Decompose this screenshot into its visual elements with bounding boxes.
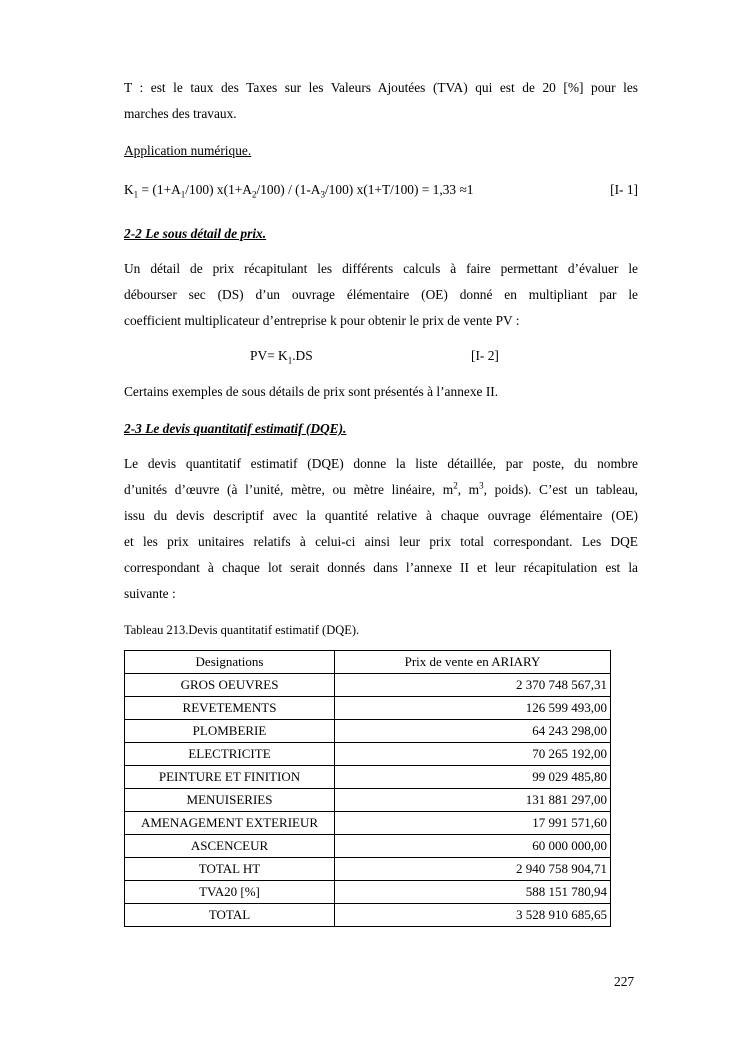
designation-cell: TVA20 [%] xyxy=(125,881,335,904)
section-2-3-line-1: Le devis quantitatif estimatif (DQE) donne la liste détaillée, par poste, du nombre xyxy=(124,456,638,471)
price-cell: 588 151 780,94 xyxy=(335,881,611,904)
price-cell: 17 991 571,60 xyxy=(335,812,611,835)
a3-subscript: 3 xyxy=(320,189,325,200)
price-cell: 2 370 748 567,31 xyxy=(335,674,611,697)
formula-k1-expression xyxy=(124,177,474,203)
m2-superscript: 2 xyxy=(453,480,458,491)
header-designations: Designations xyxy=(125,651,335,674)
designation-cell: GROS OEUVRES xyxy=(125,674,335,697)
table-row xyxy=(125,881,611,904)
table-row xyxy=(125,766,611,789)
section-2-3-line-4: et les prix unitaires relatifs à celui-ci ainsi leur prix total correspondant. Les DQE xyxy=(124,534,638,549)
application-heading: Application numérique. xyxy=(124,143,252,158)
table-row xyxy=(125,904,611,927)
page-number: 227 xyxy=(614,974,635,989)
formula-part-2: /100) x(1+A xyxy=(185,182,252,197)
pv-rhs: .DS xyxy=(292,348,313,363)
price-cell: 64 243 298,00 xyxy=(335,720,611,743)
table-row xyxy=(125,812,611,835)
formula-part-1: = (1+A xyxy=(138,182,181,197)
price-cell: 2 940 758 904,71 xyxy=(335,858,611,881)
formula-k1-reference: [I- 1] xyxy=(610,182,638,197)
m3-superscript: 3 xyxy=(479,480,484,491)
line-2-part-b: , m xyxy=(457,482,480,497)
table-row xyxy=(125,743,611,766)
pv-lhs: PV= K xyxy=(250,348,288,363)
price-cell: 126 599 493,00 xyxy=(335,697,611,720)
designation-cell: REVETEMENTS xyxy=(125,697,335,720)
formula-k1 xyxy=(124,177,638,203)
formula-part-4: /100) x(1+T/100) = 1,33 ≈1 xyxy=(324,182,474,197)
price-cell: 60 000 000,00 xyxy=(335,835,611,858)
price-cell: 99 029 485,80 xyxy=(335,766,611,789)
section-2-2-heading: 2-2 Le sous détail de prix. xyxy=(124,226,267,241)
section-2-3-heading: 2-3 Le devis quantitatif estimatif (DQE). xyxy=(124,421,347,436)
table-row xyxy=(125,835,611,858)
header-price: Prix de vente en ARIARY xyxy=(335,651,611,674)
a2-subscript: 2 xyxy=(251,189,257,200)
formula-pv xyxy=(250,343,550,369)
formula-pv-reference: [I- 2] xyxy=(471,348,499,363)
tva-paragraph-line-1: T : est le taux des Taxes sur les Valeurs Ajoutées (TVA) qui est de 20 [%] pour les xyxy=(124,80,638,95)
line-2-part-c: , poids). C’est un tableau, xyxy=(483,482,638,497)
price-cell: 131 881 297,00 xyxy=(335,789,611,812)
formula-part-3: /100) / (1-A xyxy=(256,182,321,197)
price-cell: 70 265 192,00 xyxy=(335,743,611,766)
section-2-3-line-3: issu du devis descriptif avec la quantité relative à chaque ouvrage élémentaire (OE) xyxy=(124,508,638,523)
section-2-2-line-3: coefficient multiplicateur d’entreprise k pour obtenir le prix de vente PV : xyxy=(124,313,520,328)
designation-cell: TOTAL HT xyxy=(125,858,335,881)
designation-cell: AMENAGEMENT EXTERIEUR xyxy=(125,812,335,835)
table-row xyxy=(125,789,611,812)
designation-cell: PEINTURE ET FINITION xyxy=(125,766,335,789)
table-row xyxy=(125,858,611,881)
section-2-3-line-6: suivante : xyxy=(124,586,176,601)
designation-cell: TOTAL xyxy=(125,904,335,927)
line-2-part-a: d’unités d’œuvre (à l’unité, mètre, ou mètre linéaire, m xyxy=(124,482,454,497)
table-row xyxy=(125,697,611,720)
a1-subscript: 1 xyxy=(180,189,186,200)
designation-cell: MENUISERIES xyxy=(125,789,335,812)
price-cell: 3 528 910 685,65 xyxy=(335,904,611,927)
annex-note: Certains exemples de sous détails de prix sont présentés à l’annexe II. xyxy=(124,384,499,399)
table-row xyxy=(125,720,611,743)
designation-cell: ASCENCEUR xyxy=(125,835,335,858)
tva-paragraph-line-2: marches des travaux. xyxy=(124,106,237,121)
formula-pv-expression xyxy=(250,348,313,366)
designation-cell: PLOMBERIE xyxy=(125,720,335,743)
k-symbol: K xyxy=(124,182,134,197)
section-2-2-line-2: débourser sec (DS) d’un ouvrage élémentaire (OE) donné en multipliant par le xyxy=(124,287,638,302)
table-caption: Tableau 213.Devis quantitatif estimatif (DQE). xyxy=(124,623,360,637)
table-header-row xyxy=(125,651,611,674)
section-2-3-line-2 xyxy=(124,477,638,503)
section-2-2-line-1: Un détail de prix récapitulant les différents calculs à faire permettant d’évaluer le xyxy=(124,261,638,276)
table-row xyxy=(125,674,611,697)
dqe-table xyxy=(124,650,611,927)
pv-subscript: 1 xyxy=(287,355,293,366)
designation-cell: ELECTRICITE xyxy=(125,743,335,766)
section-2-3-line-5: correspondant à chaque lot serait donnés dans l’annexe II et leur récapitulation est la xyxy=(124,560,638,575)
k-subscript: 1 xyxy=(133,189,139,200)
